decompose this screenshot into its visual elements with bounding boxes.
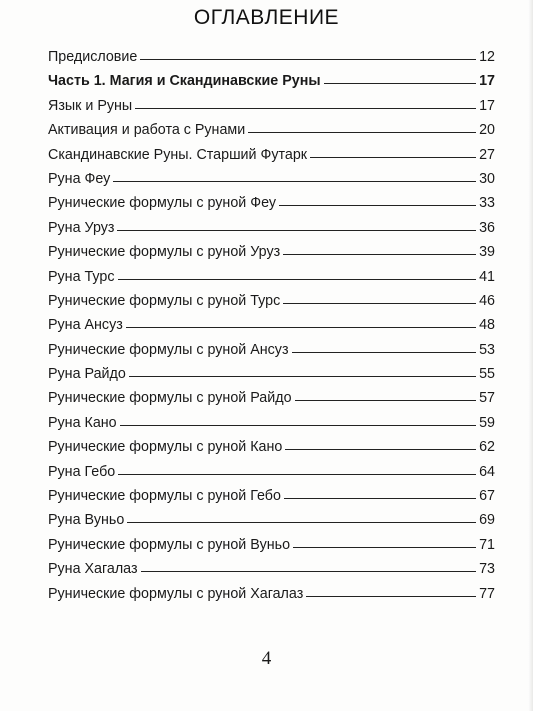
toc-leader-line [140,59,476,60]
toc-entry-title: Рунические формулы с руной Хагалаз [48,585,304,602]
toc-leader-line [292,352,477,353]
toc-entry-title: Руна Уруз [48,219,115,236]
toc-leader-line [113,181,476,182]
toc-entry [48,289,495,313]
toc-entry [48,484,495,508]
toc-leader-line [284,498,476,499]
toc-entry-title: Предисловие [48,49,138,65]
toc-leader-line [310,157,476,158]
toc-entry-page: 20 [479,122,495,139]
toc-entry [48,460,495,484]
page-title: ОГЛАВЛЕНИЕ [193,6,340,29]
toc-entry-title: Руна Гебо [48,463,116,480]
toc-entry-title: Руна Ансуз [48,317,123,334]
toc-entry-page: 62 [479,439,495,456]
toc-entry-title: Активация и работа с Рунами [48,122,246,139]
toc-entry-page: 41 [479,268,495,285]
toc-entry [48,386,495,410]
toc-entry-title: Язык и Руны [48,97,133,114]
toc-leader-line [135,108,476,109]
toc-leader-line [285,449,476,450]
toc-entry-page: 73 [479,561,495,578]
toc-leader-line [306,596,476,597]
toc-leader-line [248,132,476,133]
toc-entry [48,411,495,435]
toc-entry [48,533,495,557]
toc-entry-page: 39 [479,244,495,261]
toc-entry [48,508,495,532]
toc-leader-line [120,425,476,426]
toc-entry [48,435,495,459]
toc-entry [48,191,495,215]
toc-entry-title: Рунические формулы с руной Вуньо [48,536,291,553]
table-of-contents [48,45,495,606]
toc-leader-line [279,205,476,206]
toc-entry-page: 17 [479,97,495,114]
toc-entry-page: 69 [479,512,495,529]
toc-entry-page: 12 [479,49,495,65]
toc-entry [48,69,495,93]
toc-entry-page: 59 [479,414,495,431]
toc-leader-line [127,522,476,523]
toc-leader-line [283,303,476,304]
toc-entry [48,94,495,118]
toc-entry-page: 30 [479,170,495,187]
toc-leader-line [283,254,476,255]
toc-entry-page: 33 [479,195,495,212]
toc-entry [48,362,495,386]
toc-leader-line [129,376,476,377]
toc-entry-title: Рунические формулы с руной Ансуз [48,341,289,358]
toc-entry-title: Руна Кано [48,414,117,431]
toc-entry-page: 36 [479,219,495,236]
toc-entry [48,240,495,264]
toc-entry-title: Скандинавские Руны. Старший Футарк [48,146,308,163]
toc-entry-page: 17 [479,73,495,90]
toc-entry-title: Руна Хагалаз [48,561,138,578]
toc-leader-line [117,230,476,231]
toc-leader-line [293,547,476,548]
page-number: 4 [261,648,272,669]
toc-entry-title: Рунические формулы с руной Гебо [48,488,281,505]
toc-entry [48,167,495,191]
toc-leader-line [118,474,476,475]
page-edge [528,0,533,711]
toc-entry [48,143,495,167]
toc-entry-title: Рунические формулы с руной Феу [48,195,277,212]
toc-entry-title: Руна Феу [48,170,111,187]
toc-entry-title: Руна Райдо [48,366,126,383]
toc-entry-title: Руна Турс [48,268,115,285]
toc-entry-title: Руна Вуньо [48,512,125,529]
toc-entry [48,265,495,289]
toc-leader-line [126,327,476,328]
toc-leader-line [141,571,477,572]
toc-entry [48,216,495,240]
toc-entry-title: Рунические формулы с руной Райдо [48,390,292,407]
toc-leader-line [295,400,477,401]
toc-entry [48,338,495,362]
toc-entry [48,582,495,606]
toc-entry-page: 55 [479,366,495,383]
toc-entry-title: Часть 1. Магия и Скандинавские Руны [48,73,321,90]
toc-entry [48,118,495,142]
toc-leader-line [118,279,477,280]
toc-entry-page: 64 [479,463,495,480]
toc-entry-page: 57 [479,390,495,407]
toc-entry-page: 67 [479,488,495,505]
toc-entry-title: Рунические формулы с руной Уруз [48,244,281,261]
toc-entry-page: 71 [479,536,495,553]
toc-leader-line [324,83,477,84]
toc-entry-title: Рунические формулы с руной Кано [48,439,283,456]
toc-entry-title: Рунические формулы с руной Турс [48,292,281,309]
toc-entry [48,313,495,337]
toc-entry [48,45,495,69]
toc-entry-page: 48 [479,317,495,334]
toc-entry-page: 27 [479,146,495,163]
toc-entry [48,557,495,581]
toc-entry-page: 53 [479,341,495,358]
toc-entry-page: 46 [479,292,495,309]
toc-entry-page: 77 [479,585,495,602]
